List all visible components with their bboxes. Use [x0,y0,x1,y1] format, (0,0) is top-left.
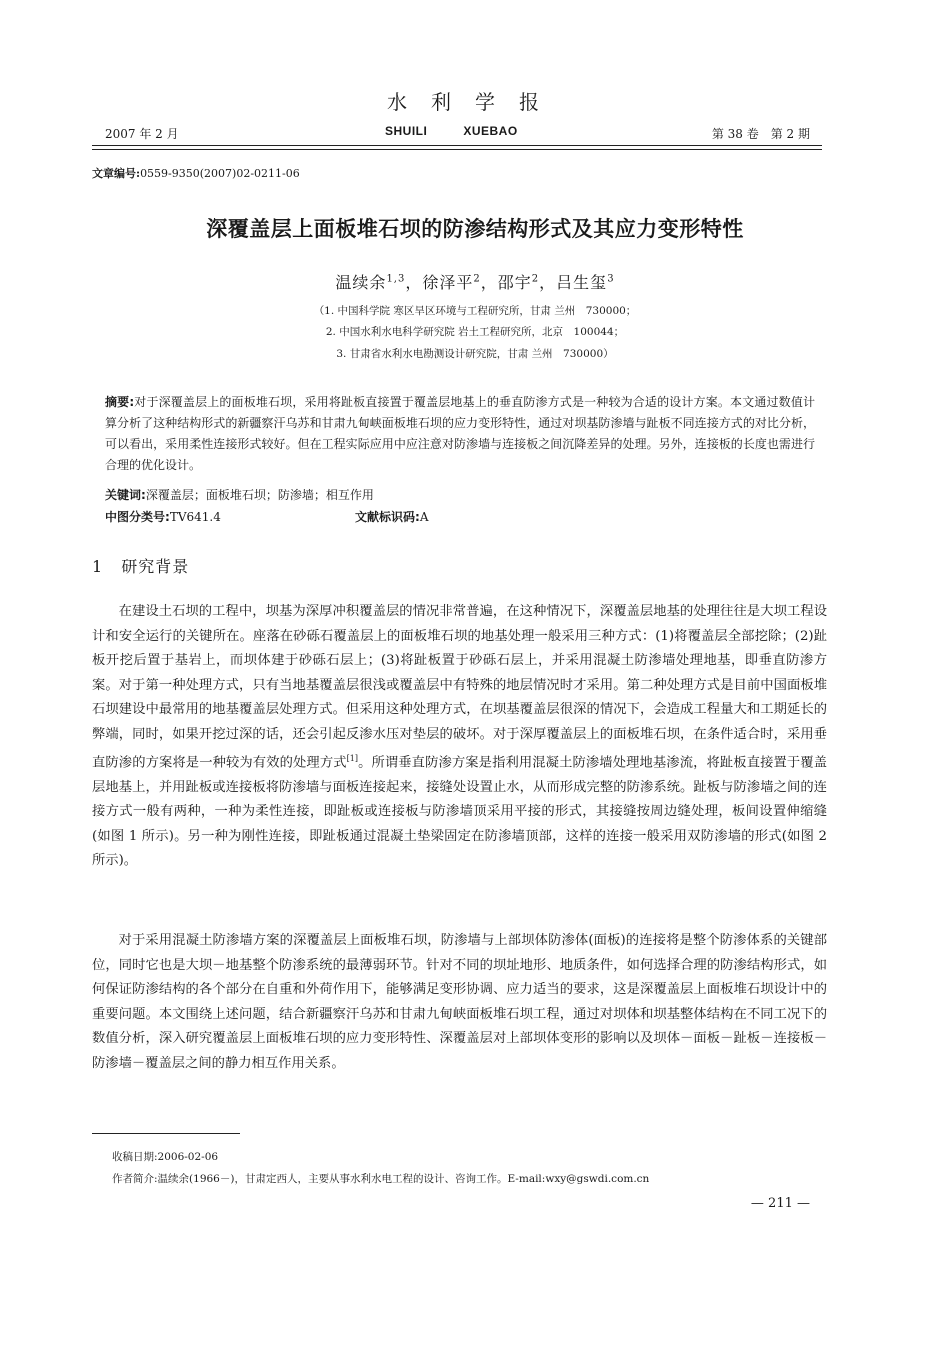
header-date: 2007 年 2 月 [105,127,179,141]
journal-name-en-part1: SHUILI [385,124,428,138]
document-code-label: 文献标识码: [355,510,420,524]
classification-label: 中图分类号: [105,510,170,524]
classification-number [105,508,221,525]
document-code-value: A [419,510,429,524]
body-paragraph-2 [92,929,827,1076]
page-number: — 211 — [750,1196,810,1211]
article-number [92,165,300,181]
journal-name-cn: 水利学报 [387,90,563,114]
body-paragraph-1 [92,600,827,874]
footnote-author-intro: 作者简介:温续余(1966－)，甘肃定西人，主要从事水利水电工程的设计、咨询工作。E-mail:wxy@gswdi.com.cn [112,1173,650,1185]
author-name: 邵宇 [497,273,532,292]
keywords-text: 深覆盖层；面板堆石坝；防渗墙；相互作用 [145,488,374,502]
author-separator: ， [480,273,498,292]
author-name: 吕生玺 [556,273,608,292]
article-number-value: 0559-9350(2007)02-0211-06 [140,167,300,180]
document-code [355,508,428,525]
abstract-text: 对于深覆盖层上的面板堆石坝，采用将趾板直接置于覆盖层地基上的垂直防渗方式是一种较为合适的设计方案。本文通过数值计算分析了这种结构形式的新疆察汗乌苏和甘肃九甸峡面板堆石坝的应力变形特性，通过对坝基防渗墙与趾板不同连接方式的对比分析，可以看出，采用柔性连接形式较好。但在工程实际应用中应注意对防渗墙与连接板之间沉降差异的处理。另外，连接板的长度也需进行合理的优化设计。 [105,395,815,472]
header-volume: 第 38 卷 第 2 期 [711,127,810,141]
section-number: 1 [92,557,104,576]
footnote-received-date: 收稿日期:2006-02-06 [112,1151,219,1163]
classification-value: TV641.4 [169,510,221,524]
section-title: 研究背景 [121,557,190,576]
keywords-label: 关键词: [105,488,146,502]
header-rule-bottom [92,149,822,150]
section-heading [92,554,189,577]
author-affiliation-mark: 2 [473,273,481,285]
header-rule-top [92,145,822,146]
abstract [105,392,815,476]
author-separator: ， [539,273,557,292]
paper-title: 深覆盖层上面板堆石坝的防渗结构形式及其应力变形特性 [206,217,744,241]
footnote-rule [92,1133,240,1134]
author-list [0,270,950,293]
paragraph-text: 对于采用混凝土防渗墙方案的深覆盖层上面板堆石坝，防渗墙与上部坝体防渗体(面板)的连接将是整个防渗体系的关键部位，同时它也是大坝－地基整个防渗系统的最薄弱环节。针对不同的坝址地形、地质条件，如何选择合理的防渗结构形式，如何保证防渗结构的各个部分在自重和外荷作用下，能够满足变形协调、应力适当的要求，这是深覆盖层上面板堆石坝设计中的重要问题。本文围绕上述问题，结合新疆察汗乌苏和甘肃九甸峡面板堆石坝工程，通过对坝体和坝基整体结构在不同工况下的数值分析，深入研究覆盖层上面板堆石坝的应力变形特性、深覆盖层对上部坝体变形的影响以及坝体－面板－趾板－连接板－防渗墙－覆盖层之间的静力相互作用关系。 [92,933,827,1071]
affiliation-1: （1. 中国科学院 寒区旱区环境与工程研究所，甘肃 兰州 730000； [313,305,637,317]
journal-name-en [385,124,518,138]
author-affiliation-mark: 2 [531,273,540,285]
author-name: 温续余 [335,273,387,292]
author-affiliation-mark: 1,3 [386,273,406,285]
author-affiliation-mark: 3 [607,273,615,285]
journal-name-en-part2: XUEBAO [463,124,518,138]
paragraph-text: 在建设土石坝的工程中，坝基为深厚冲积覆盖层的情况非常普遍，在这种情况下，深覆盖层地基的处理往往是大坝工程设计和安全运行的关键所在。座落在砂砾石覆盖层上的面板堆石坝的地基处理一般采用三种方式：(1)将覆盖层全部挖除；(2)趾板开挖后置于基岩上，而坝体建于砂砾石层上；(3)将趾板置于砂砾石层上，并采用混凝土防渗墙处理地基，即垂直防渗方案。对于第一种处理方式，只有当地基覆盖层很浅或覆盖层中有特殊的地层情况时才采用。第二种处理方式是目前中国面板堆石坝建设中最常用的地基覆盖层处理方式。但采用这种处理方式，在坝基覆盖层很深的情况下，会造成工程量大和工期延长的弊端，同时，如果开挖过深的话，还会引起反渗水压对垫层的破坏。对于深厚覆盖层上的面板堆石坝，在条件适合时，采用垂直防渗的方案将是一种较为有效的处理方式 [92,604,827,771]
affiliation-3: 3. 甘肃省水利水电勘测设计研究院，甘肃 兰州 730000） [336,348,614,360]
keywords [105,486,374,503]
article-number-label: 文章编号: [92,167,141,180]
affiliation-2: 2. 中国水利水电科学研究院 岩土工程研究所，北京 100044； [325,326,625,338]
citation-reference[interactable]: [1] [346,754,358,763]
author-separator: ， [405,273,423,292]
paragraph-text: 。所谓垂直防渗方案是指利用混凝土防渗墙处理地基渗流，将趾板直接置于覆盖层地基上，并用趾板或连接板将防渗墙与面板连接起来，接缝处设置止水，从而形成完整的防渗系统。趾板与防渗墙之间的连接方式一般有两种，一种为柔性连接，即趾板或连接板与防渗墙顶采用平接的形式，其接缝按周边缝处理，板间设置伸缩缝(如图 1 所示)。另一种为刚性连接，即趾板通过混凝土垫梁固定在防渗墙顶部，这样的连接一般采用双防渗墙的形式(如图 2 所示)。 [92,755,828,869]
abstract-label: 摘要: [105,395,135,409]
author-name: 徐泽平 [422,273,474,292]
